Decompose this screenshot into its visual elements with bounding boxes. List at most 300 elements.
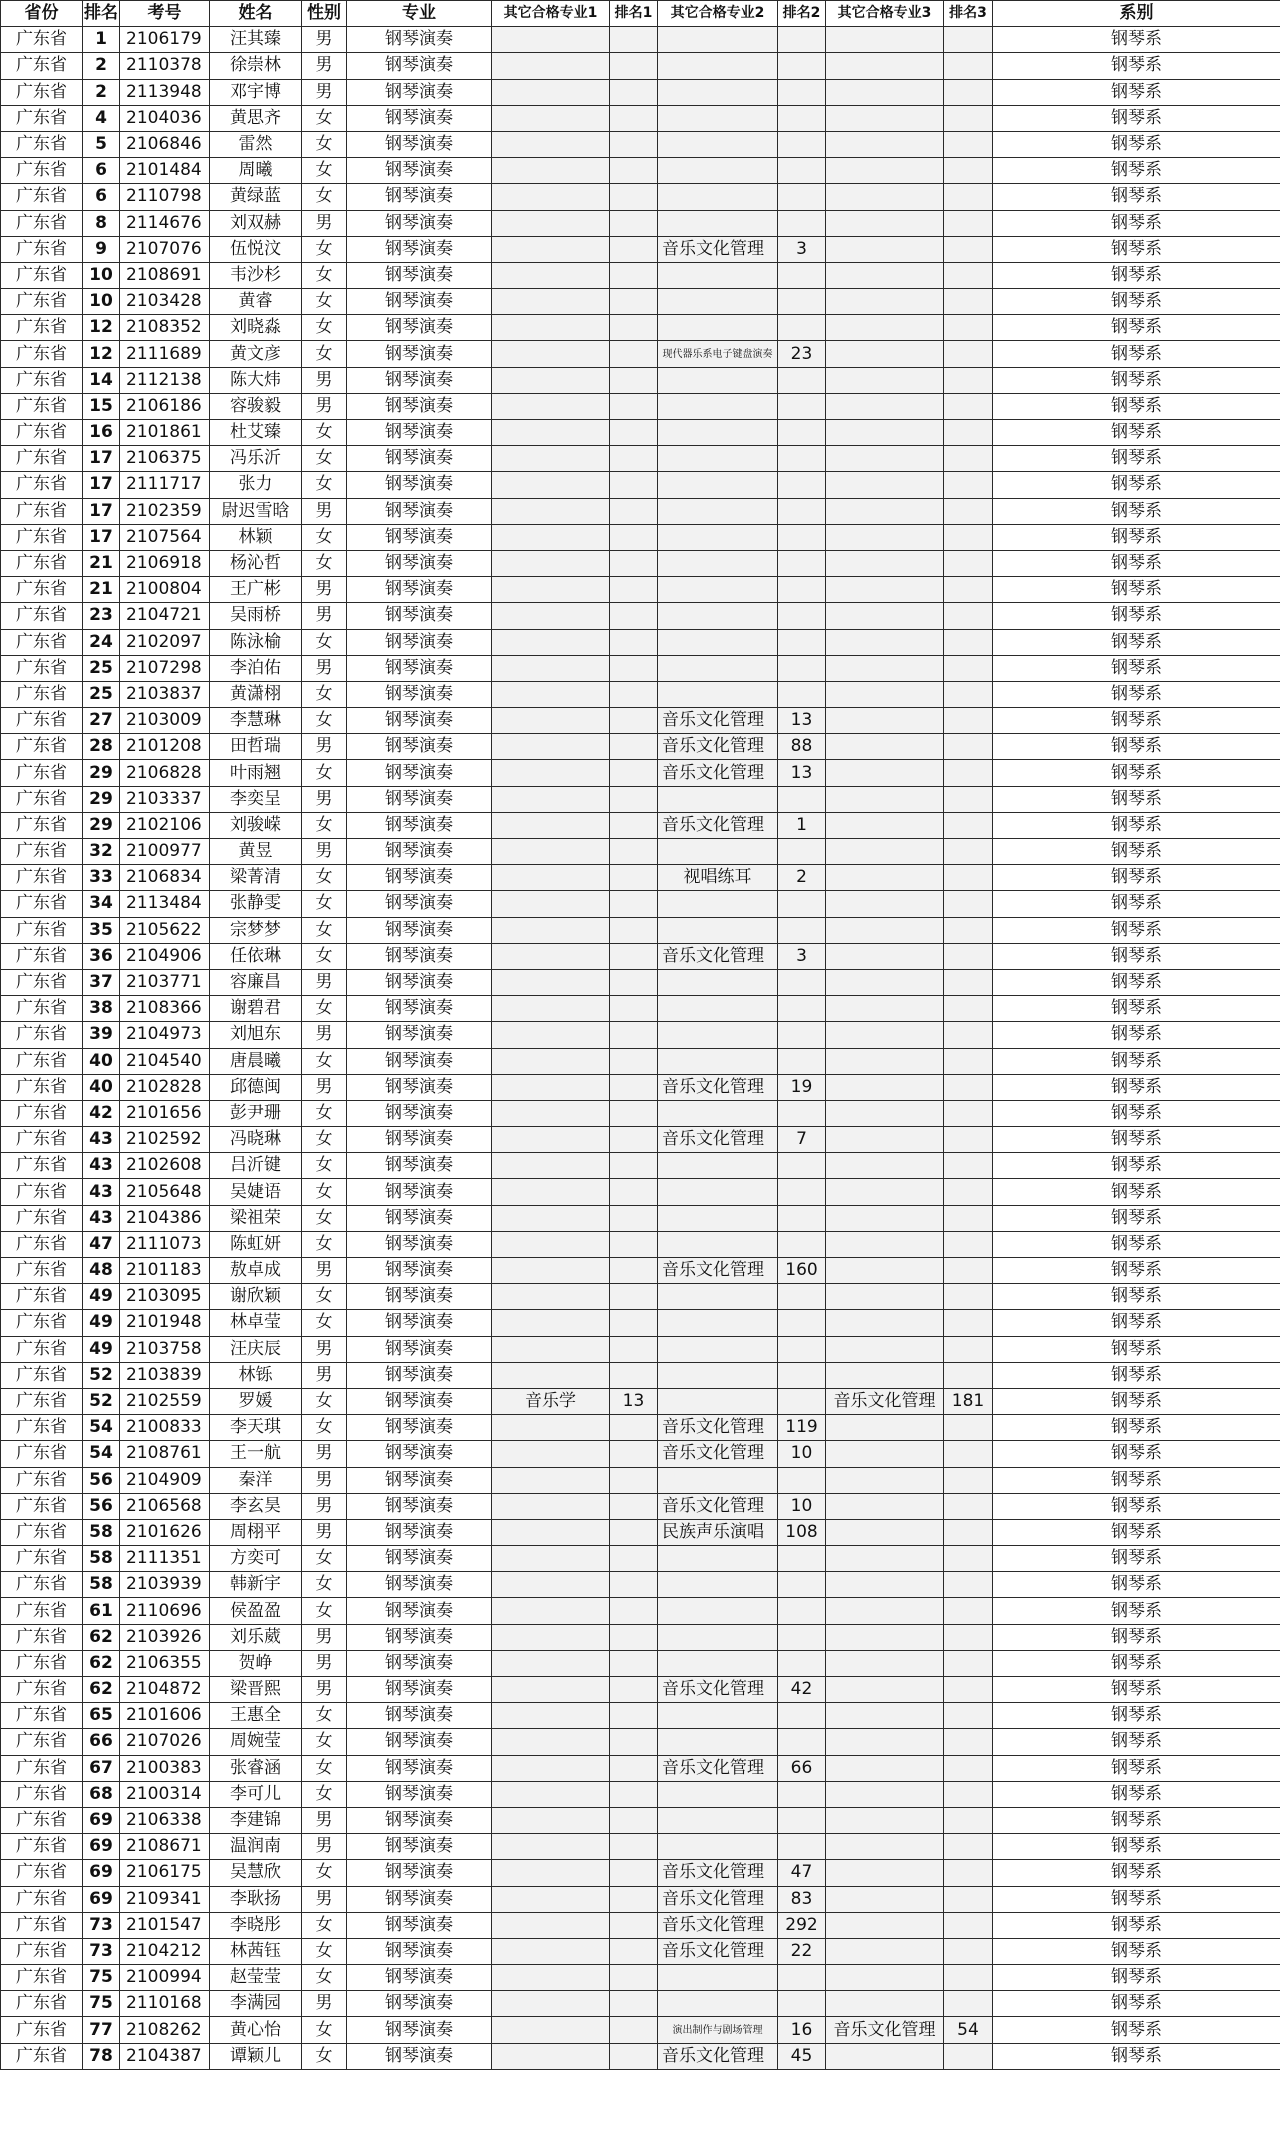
cell-rank-1	[610, 1807, 658, 1833]
cell-rank-3	[944, 1991, 993, 2017]
cell-department: 钢琴系	[993, 1624, 1280, 1650]
cell-rank-3	[944, 1781, 993, 1807]
cell-other-major-1	[492, 1310, 610, 1336]
cell-gender: 男	[302, 1991, 347, 2017]
cell-gender: 女	[302, 1179, 347, 1205]
cell-gender: 女	[302, 184, 347, 210]
cell-exam-id: 2106568	[120, 1493, 210, 1519]
cell-department: 钢琴系	[993, 1441, 1280, 1467]
cell-other-major-3	[826, 1074, 944, 1100]
cell-rank-2	[778, 289, 826, 315]
cell-other-major-2	[658, 1467, 778, 1493]
cell-rank-3	[944, 1729, 993, 1755]
cell-other-major-2	[658, 969, 778, 995]
cell-exam-id: 2101606	[120, 1703, 210, 1729]
cell-gender: 女	[302, 420, 347, 446]
table-row	[1, 236, 1280, 262]
cell-province: 广东省	[1, 79, 83, 105]
cell-name: 梁菁清	[210, 865, 302, 891]
cell-rank-2	[778, 1336, 826, 1362]
cell-rank-2	[778, 1834, 826, 1860]
table-row	[1, 1546, 1280, 1572]
cell-rank-3	[944, 524, 993, 550]
cell-gender: 男	[302, 1493, 347, 1519]
cell-exam-id: 2111073	[120, 1231, 210, 1257]
cell-major: 钢琴演奏	[347, 577, 492, 603]
cell-other-major-1	[492, 1703, 610, 1729]
cell-rank: 33	[83, 865, 120, 891]
cell-province: 广东省	[1, 1415, 83, 1441]
cell-rank-2: 22	[778, 1938, 826, 1964]
cell-gender: 男	[302, 603, 347, 629]
cell-major: 钢琴演奏	[347, 1572, 492, 1598]
cell-gender: 女	[302, 524, 347, 550]
cell-major: 钢琴演奏	[347, 420, 492, 446]
cell-exam-id: 2110378	[120, 53, 210, 79]
cell-rank-3	[944, 498, 993, 524]
cell-province: 广东省	[1, 27, 83, 53]
cell-rank: 10	[83, 289, 120, 315]
table-row	[1, 315, 1280, 341]
cell-major: 钢琴演奏	[347, 943, 492, 969]
cell-gender: 男	[302, 393, 347, 419]
table-row	[1, 1912, 1280, 1938]
cell-exam-id: 2106186	[120, 393, 210, 419]
cell-province: 广东省	[1, 1205, 83, 1231]
table-row	[1, 891, 1280, 917]
cell-rank-3	[944, 1467, 993, 1493]
table-row	[1, 577, 1280, 603]
cell-name: 林颖	[210, 524, 302, 550]
cell-department: 钢琴系	[993, 1100, 1280, 1126]
cell-rank: 61	[83, 1598, 120, 1624]
cell-other-major-3	[826, 1703, 944, 1729]
table-row	[1, 341, 1280, 367]
cell-rank: 49	[83, 1336, 120, 1362]
table-row	[1, 1519, 1280, 1545]
cell-name: 田哲瑞	[210, 734, 302, 760]
cell-rank-3: 181	[944, 1388, 993, 1414]
cell-other-major-2	[658, 158, 778, 184]
cell-name: 叶雨翘	[210, 760, 302, 786]
cell-rank: 37	[83, 969, 120, 995]
cell-rank-1	[610, 131, 658, 157]
cell-rank-2	[778, 1388, 826, 1414]
cell-province: 广东省	[1, 1284, 83, 1310]
cell-other-major-3	[826, 79, 944, 105]
cell-exam-id: 2114676	[120, 210, 210, 236]
cell-province: 广东省	[1, 262, 83, 288]
table-row	[1, 210, 1280, 236]
table-row	[1, 289, 1280, 315]
cell-gender: 男	[302, 1886, 347, 1912]
cell-province: 广东省	[1, 1677, 83, 1703]
cell-major: 钢琴演奏	[347, 1991, 492, 2017]
cell-department: 钢琴系	[993, 1310, 1280, 1336]
cell-rank-1	[610, 1729, 658, 1755]
cell-other-major-2: 音乐文化管理	[658, 1886, 778, 1912]
cell-rank-1	[610, 1755, 658, 1781]
cell-gender: 男	[302, 1022, 347, 1048]
cell-rank-1	[610, 1886, 658, 1912]
cell-name: 贺峥	[210, 1650, 302, 1676]
cell-province: 广东省	[1, 2017, 83, 2043]
cell-other-major-3	[826, 1938, 944, 1964]
cell-rank-2: 3	[778, 943, 826, 969]
cell-gender: 女	[302, 1912, 347, 1938]
cell-rank-3	[944, 734, 993, 760]
table-row	[1, 996, 1280, 1022]
table-row	[1, 105, 1280, 131]
cell-province: 广东省	[1, 184, 83, 210]
cell-rank: 69	[83, 1886, 120, 1912]
cell-rank-2: 2	[778, 865, 826, 891]
cell-other-major-2	[658, 1807, 778, 1833]
cell-rank-3	[944, 1886, 993, 1912]
table-row	[1, 27, 1280, 53]
cell-exam-id: 2107298	[120, 655, 210, 681]
cell-major: 钢琴演奏	[347, 1546, 492, 1572]
cell-other-major-3	[826, 131, 944, 157]
table-row	[1, 1362, 1280, 1388]
cell-gender: 女	[302, 760, 347, 786]
cell-major: 钢琴演奏	[347, 1755, 492, 1781]
cell-rank-1	[610, 236, 658, 262]
cell-gender: 女	[302, 1100, 347, 1126]
cell-other-major-3	[826, 550, 944, 576]
table-row	[1, 1493, 1280, 1519]
cell-exam-id: 2102106	[120, 812, 210, 838]
cell-rank-1	[610, 760, 658, 786]
cell-gender: 男	[302, 1336, 347, 1362]
cell-major: 钢琴演奏	[347, 655, 492, 681]
cell-other-major-3	[826, 498, 944, 524]
cell-other-major-1	[492, 1362, 610, 1388]
cell-province: 广东省	[1, 1572, 83, 1598]
table-row	[1, 262, 1280, 288]
cell-gender: 女	[302, 1781, 347, 1807]
cell-rank-2	[778, 210, 826, 236]
cell-rank-1	[610, 1781, 658, 1807]
cell-other-major-1	[492, 1284, 610, 1310]
col-header-other-major-3: 其它合格专业3	[826, 1, 944, 27]
cell-rank: 25	[83, 681, 120, 707]
cell-province: 广东省	[1, 1441, 83, 1467]
cell-other-major-3	[826, 1231, 944, 1257]
cell-rank: 43	[83, 1205, 120, 1231]
cell-major: 钢琴演奏	[347, 1834, 492, 1860]
cell-major: 钢琴演奏	[347, 27, 492, 53]
cell-rank-1	[610, 1677, 658, 1703]
cell-major: 钢琴演奏	[347, 1519, 492, 1545]
cell-province: 广东省	[1, 53, 83, 79]
cell-major: 钢琴演奏	[347, 1441, 492, 1467]
cell-rank: 65	[83, 1703, 120, 1729]
cell-rank-3	[944, 1231, 993, 1257]
cell-province: 广东省	[1, 341, 83, 367]
cell-rank-3	[944, 943, 993, 969]
cell-rank-1	[610, 367, 658, 393]
cell-other-major-1	[492, 1572, 610, 1598]
cell-rank-1	[610, 1991, 658, 2017]
cell-major: 钢琴演奏	[347, 1074, 492, 1100]
cell-province: 广东省	[1, 1546, 83, 1572]
cell-exam-id: 2104721	[120, 603, 210, 629]
cell-other-major-3	[826, 315, 944, 341]
cell-other-major-3	[826, 1362, 944, 1388]
cell-department: 钢琴系	[993, 289, 1280, 315]
cell-name: 冯乐沂	[210, 446, 302, 472]
cell-rank-2: 42	[778, 1677, 826, 1703]
cell-rank: 69	[83, 1807, 120, 1833]
cell-name: 林卓莹	[210, 1310, 302, 1336]
cell-province: 广东省	[1, 734, 83, 760]
cell-name: 邓宇博	[210, 79, 302, 105]
cell-province: 广东省	[1, 1179, 83, 1205]
cell-rank-2	[778, 420, 826, 446]
cell-other-major-3	[826, 839, 944, 865]
cell-name: 王惠全	[210, 1703, 302, 1729]
cell-name: 容廉昌	[210, 969, 302, 995]
cell-province: 广东省	[1, 1519, 83, 1545]
cell-gender: 男	[302, 210, 347, 236]
cell-other-major-1	[492, 1912, 610, 1938]
table-row	[1, 1127, 1280, 1153]
cell-other-major-3	[826, 446, 944, 472]
cell-rank-2: 1	[778, 812, 826, 838]
cell-other-major-1	[492, 236, 610, 262]
table-row	[1, 708, 1280, 734]
cell-rank: 52	[83, 1362, 120, 1388]
cell-rank-1	[610, 891, 658, 917]
cell-rank: 52	[83, 1388, 120, 1414]
cell-name: 黄思齐	[210, 105, 302, 131]
cell-other-major-3	[826, 1258, 944, 1284]
cell-rank: 75	[83, 1991, 120, 2017]
cell-rank-2	[778, 839, 826, 865]
cell-name: 黄潇栩	[210, 681, 302, 707]
cell-rank: 21	[83, 577, 120, 603]
cell-rank-1	[610, 1860, 658, 1886]
cell-province: 广东省	[1, 550, 83, 576]
cell-rank-3	[944, 969, 993, 995]
cell-major: 钢琴演奏	[347, 1284, 492, 1310]
cell-gender: 女	[302, 289, 347, 315]
cell-gender: 女	[302, 158, 347, 184]
cell-rank-2	[778, 917, 826, 943]
col-header-rank-1: 排名1	[610, 1, 658, 27]
cell-other-major-3	[826, 1546, 944, 1572]
cell-rank-3	[944, 1415, 993, 1441]
cell-department: 钢琴系	[993, 236, 1280, 262]
cell-gender: 男	[302, 969, 347, 995]
cell-rank-2: 10	[778, 1441, 826, 1467]
table-row	[1, 1886, 1280, 1912]
cell-exam-id: 2102608	[120, 1153, 210, 1179]
cell-province: 广东省	[1, 760, 83, 786]
cell-other-major-1	[492, 2043, 610, 2069]
cell-department: 钢琴系	[993, 1677, 1280, 1703]
cell-other-major-3	[826, 236, 944, 262]
cell-department: 钢琴系	[993, 996, 1280, 1022]
cell-rank-1	[610, 734, 658, 760]
col-header-major: 专业	[347, 1, 492, 27]
cell-rank-3	[944, 1938, 993, 1964]
cell-exam-id: 2108671	[120, 1834, 210, 1860]
table-row	[1, 1153, 1280, 1179]
cell-department: 钢琴系	[993, 158, 1280, 184]
cell-name: 徐崇林	[210, 53, 302, 79]
cell-rank-3	[944, 315, 993, 341]
cell-other-major-2	[658, 1991, 778, 2017]
cell-other-major-2: 音乐文化管理	[658, 1912, 778, 1938]
cell-rank-3	[944, 158, 993, 184]
cell-major: 钢琴演奏	[347, 1179, 492, 1205]
cell-other-major-3	[826, 105, 944, 131]
cell-department: 钢琴系	[993, 472, 1280, 498]
cell-rank: 10	[83, 262, 120, 288]
cell-rank-2: 7	[778, 1127, 826, 1153]
cell-rank-3	[944, 917, 993, 943]
cell-exam-id: 2100977	[120, 839, 210, 865]
cell-province: 广东省	[1, 891, 83, 917]
table-row	[1, 1467, 1280, 1493]
cell-rank-3	[944, 184, 993, 210]
cell-name: 周栩平	[210, 1519, 302, 1545]
cell-rank-2	[778, 1022, 826, 1048]
cell-other-major-1	[492, 1938, 610, 1964]
cell-gender: 女	[302, 2043, 347, 2069]
cell-other-major-2	[658, 1650, 778, 1676]
cell-exam-id: 2103095	[120, 1284, 210, 1310]
cell-major: 钢琴演奏	[347, 236, 492, 262]
cell-other-major-3	[826, 786, 944, 812]
cell-rank-1	[610, 655, 658, 681]
cell-rank: 36	[83, 943, 120, 969]
cell-name: 侯盈盈	[210, 1598, 302, 1624]
cell-department: 钢琴系	[993, 917, 1280, 943]
cell-major: 钢琴演奏	[347, 184, 492, 210]
cell-other-major-1	[492, 917, 610, 943]
cell-other-major-1	[492, 131, 610, 157]
cell-rank: 58	[83, 1572, 120, 1598]
cell-rank-1	[610, 865, 658, 891]
cell-other-major-1	[492, 603, 610, 629]
cell-other-major-1	[492, 1807, 610, 1833]
cell-major: 钢琴演奏	[347, 1493, 492, 1519]
cell-rank: 27	[83, 708, 120, 734]
cell-gender: 女	[302, 996, 347, 1022]
table-row	[1, 1572, 1280, 1598]
cell-other-major-2	[658, 1205, 778, 1231]
cell-other-major-2	[658, 655, 778, 681]
cell-rank-2	[778, 1362, 826, 1388]
cell-rank-2: 10	[778, 1493, 826, 1519]
cell-rank-1	[610, 158, 658, 184]
cell-major: 钢琴演奏	[347, 1415, 492, 1441]
cell-name: 吴婕语	[210, 1179, 302, 1205]
cell-rank: 77	[83, 2017, 120, 2043]
col-header-province: 省份	[1, 1, 83, 27]
cell-other-major-3	[826, 393, 944, 419]
cell-rank-2	[778, 79, 826, 105]
table-row	[1, 1598, 1280, 1624]
cell-gender: 男	[302, 367, 347, 393]
cell-gender: 男	[302, 1677, 347, 1703]
cell-other-major-3	[826, 1965, 944, 1991]
cell-department: 钢琴系	[993, 1965, 1280, 1991]
cell-rank: 43	[83, 1179, 120, 1205]
cell-department: 钢琴系	[993, 1179, 1280, 1205]
cell-major: 钢琴演奏	[347, 446, 492, 472]
cell-province: 广东省	[1, 1650, 83, 1676]
cell-rank-3	[944, 341, 993, 367]
cell-other-major-3	[826, 367, 944, 393]
cell-gender: 男	[302, 79, 347, 105]
cell-rank-1	[610, 1362, 658, 1388]
col-header-rank-2: 排名2	[778, 1, 826, 27]
cell-rank-2	[778, 1546, 826, 1572]
cell-other-major-1	[492, 786, 610, 812]
cell-name: 韩新宇	[210, 1572, 302, 1598]
cell-name: 方奕可	[210, 1546, 302, 1572]
cell-major: 钢琴演奏	[347, 393, 492, 419]
cell-other-major-1	[492, 1991, 610, 2017]
cell-major: 钢琴演奏	[347, 891, 492, 917]
cell-rank-2	[778, 891, 826, 917]
cell-other-major-2: 音乐文化管理	[658, 236, 778, 262]
cell-department: 钢琴系	[993, 1860, 1280, 1886]
cell-rank-3	[944, 629, 993, 655]
cell-department: 钢琴系	[993, 1755, 1280, 1781]
cell-province: 广东省	[1, 524, 83, 550]
cell-gender: 女	[302, 812, 347, 838]
cell-rank-2	[778, 53, 826, 79]
cell-rank: 67	[83, 1755, 120, 1781]
cell-rank: 17	[83, 498, 120, 524]
cell-other-major-2: 音乐文化管理	[658, 708, 778, 734]
cell-major: 钢琴演奏	[347, 158, 492, 184]
cell-other-major-1: 音乐学	[492, 1388, 610, 1414]
cell-gender: 女	[302, 1938, 347, 1964]
cell-name: 周婉莹	[210, 1729, 302, 1755]
cell-department: 钢琴系	[993, 420, 1280, 446]
cell-name: 王一航	[210, 1441, 302, 1467]
cell-name: 梁晋熙	[210, 1677, 302, 1703]
cell-other-major-3	[826, 760, 944, 786]
cell-gender: 男	[302, 1467, 347, 1493]
cell-other-major-3	[826, 210, 944, 236]
cell-name: 唐晨曦	[210, 1048, 302, 1074]
cell-rank: 43	[83, 1127, 120, 1153]
cell-rank-2: 47	[778, 1860, 826, 1886]
cell-gender: 女	[302, 1153, 347, 1179]
cell-rank-2: 23	[778, 341, 826, 367]
cell-other-major-2: 音乐文化管理	[658, 943, 778, 969]
cell-province: 广东省	[1, 943, 83, 969]
cell-exam-id: 2103337	[120, 786, 210, 812]
cell-other-major-2	[658, 1022, 778, 1048]
cell-department: 钢琴系	[993, 2043, 1280, 2069]
cell-exam-id: 2106918	[120, 550, 210, 576]
cell-department: 钢琴系	[993, 367, 1280, 393]
cell-department: 钢琴系	[993, 262, 1280, 288]
cell-name: 李天琪	[210, 1415, 302, 1441]
cell-other-major-3	[826, 1650, 944, 1676]
cell-other-major-2: 音乐文化管理	[658, 1415, 778, 1441]
cell-rank-3	[944, 839, 993, 865]
cell-other-major-2	[658, 1310, 778, 1336]
